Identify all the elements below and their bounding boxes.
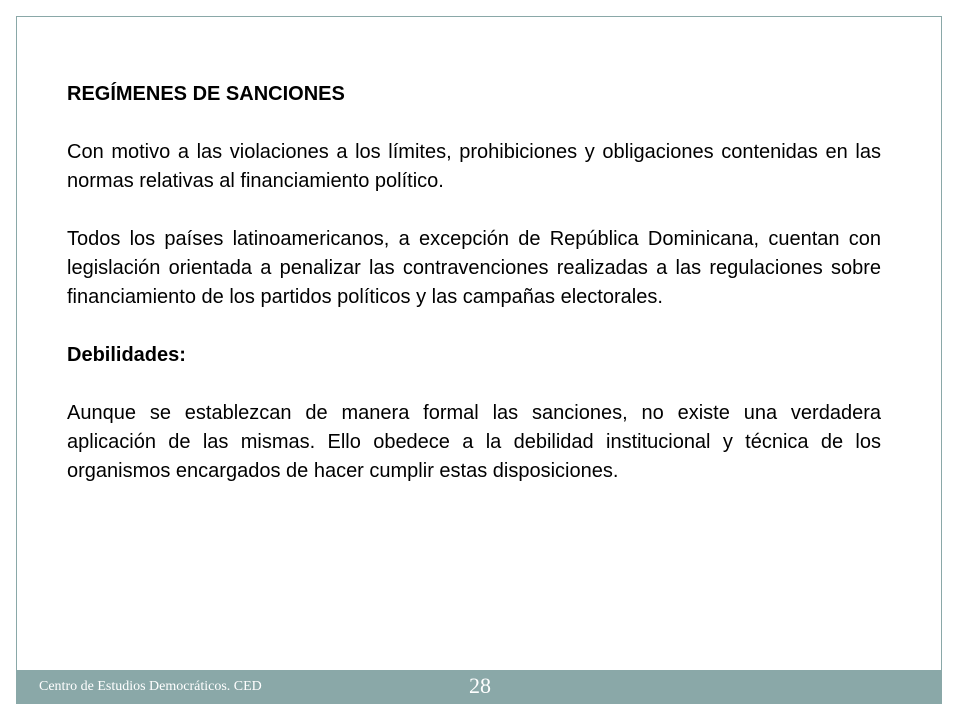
paragraph-sanction-motives: Con motivo a las violaciones a los límites, prohibiciones y obligaciones contenidas en las normas relativas al financiamiento político. xyxy=(67,141,881,192)
paragraph-latin-america-legislation: Todos los países latinoamericanos, a excepción de República Dominicana, cuentan con legislación orientada a penalizar las contravenciones realizadas a las regulaciones sobre financiamiento de los partidos políticos y las campañas electorales. xyxy=(67,228,881,308)
footer-bar xyxy=(17,670,941,703)
footer-organization: Centro de Estudios Democráticos. CED xyxy=(39,679,262,694)
slide-content xyxy=(67,80,881,515)
paragraph-weaknesses: Aunque se establezcan de manera formal las sanciones, no existe una verdadera aplicación de las mismas. Ello obedece a la debilidad institucional y técnica de los organismos encargados de hacer cumplir estas disposiciones. xyxy=(67,402,881,482)
slide-title: REGÍMENES DE SANCIONES xyxy=(67,83,345,105)
weaknesses-subheading: Debilidades: xyxy=(67,344,186,366)
page-number: 28 xyxy=(469,673,491,698)
